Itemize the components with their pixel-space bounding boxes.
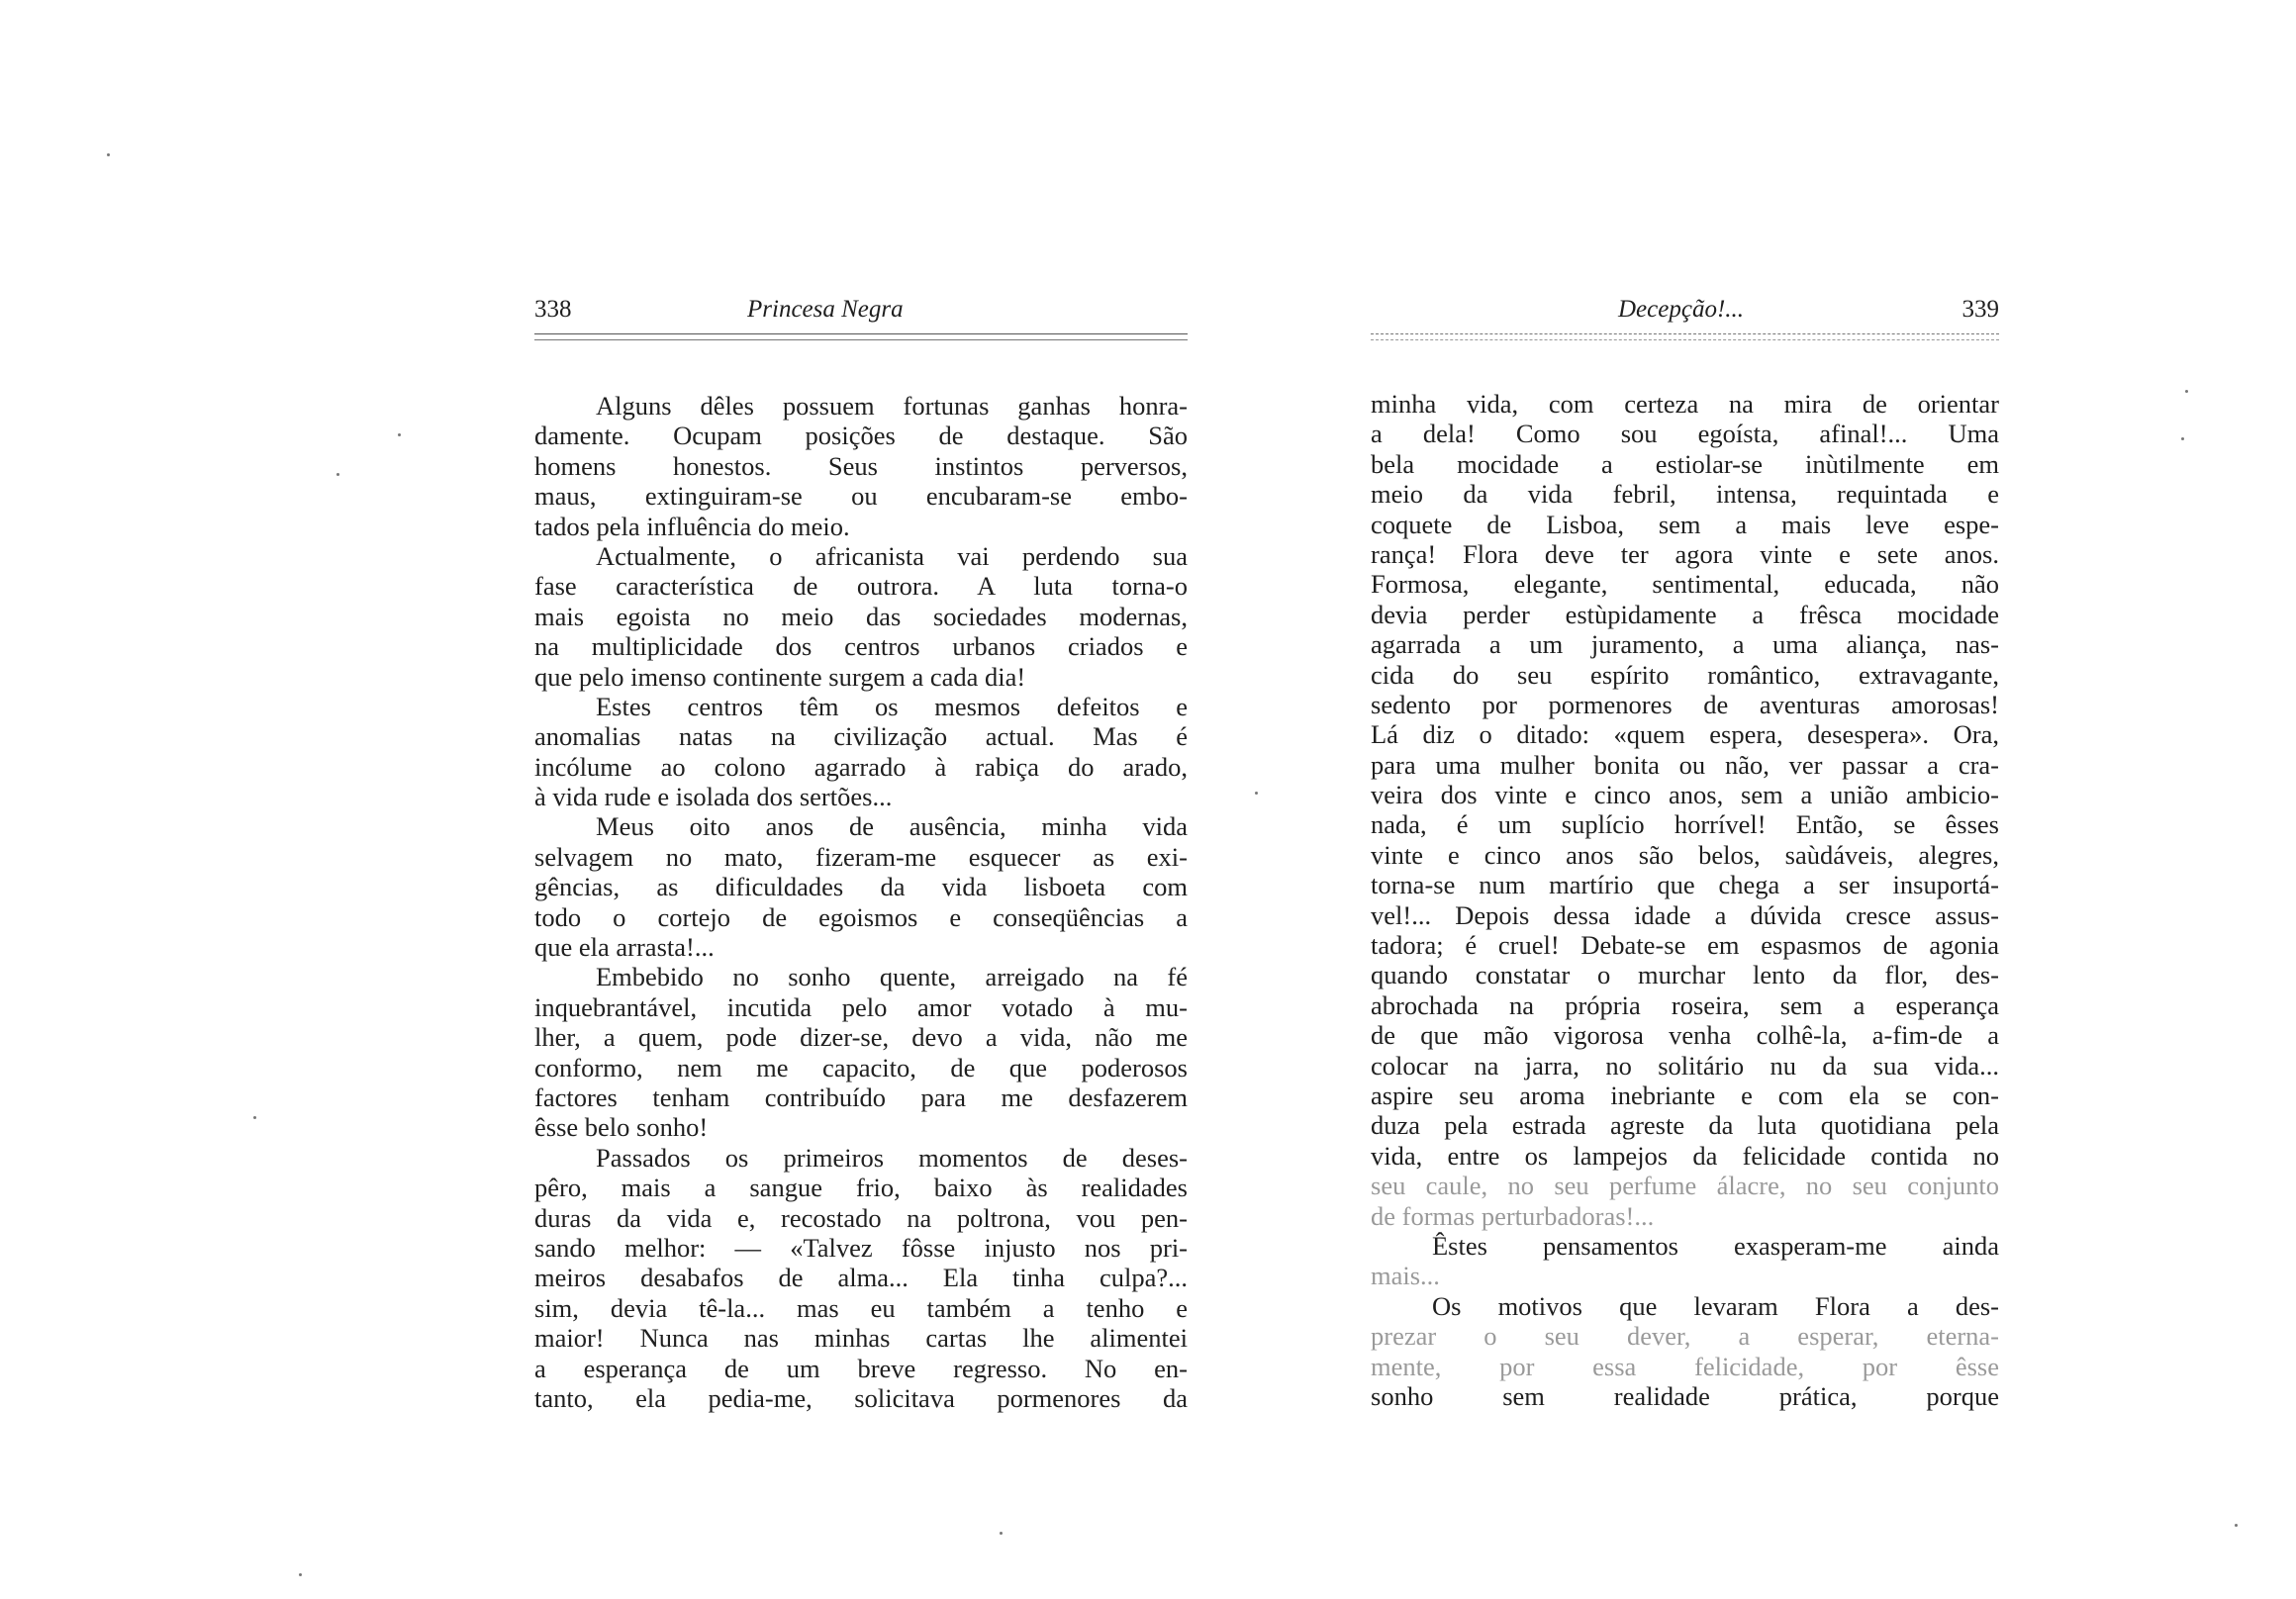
- text-line: aspire seu aroma inebriante e com ela se con-: [1371, 1080, 1999, 1110]
- text-line: agarrada a um juramento, a uma aliança, nas-: [1371, 629, 1999, 660]
- text-line: tadora; é cruel! Debate-se em espasmos de agonia: [1371, 930, 1999, 961]
- text-line: Meus oito anos de ausência, minha vida: [596, 811, 1188, 842]
- text-line: prezar o seu dever, a esperar, eterna-: [1371, 1321, 1999, 1352]
- text-line: quando constatar o murchar lento da flor, des-: [1371, 960, 1999, 990]
- text-line: duza pela estrada agreste da luta quotidiana pela: [1371, 1110, 1999, 1141]
- text-line: cida do seu espírito romântico, extravagante,: [1371, 659, 1999, 690]
- text-line: que pelo imenso continente surgem a cada dia!: [534, 661, 1026, 692]
- text-line: conformo, nem me capacito, de que poderosos: [534, 1052, 1188, 1082]
- text-line: lher, a quem, pode dizer-se, devo a vida, não me: [534, 1022, 1188, 1053]
- text-line: para uma mulher bonita ou não, ver passar a cra-: [1371, 749, 1999, 780]
- text-line: todo o cortejo de egoismos e conseqüências a: [534, 901, 1188, 932]
- right-page: [1371, 282, 1999, 1411]
- text-line: Os motivos que levaram Flora a des-: [1432, 1290, 1999, 1321]
- text-line: vida, entre os lampejos da felicidade contida no: [1371, 1140, 1999, 1171]
- text-line: mente, por essa felicidade, por êsse: [1371, 1351, 1999, 1381]
- left-running-title: Princesa Negra: [747, 296, 904, 323]
- left-body-text: [534, 391, 1188, 1413]
- text-line: sedento por pormenores de aventuras amorosas!: [1371, 689, 1999, 719]
- text-line: êsse belo sonho!: [534, 1112, 709, 1143]
- scan-speck: [398, 433, 401, 436]
- text-line: Embebido no sonho quente, arreigado na fé: [596, 962, 1188, 992]
- left-page: [534, 282, 1188, 1413]
- text-line: tados pela influência do meio.: [534, 511, 850, 541]
- text-line: abrochada na própria roseira, sem a esperança: [1371, 989, 1999, 1020]
- text-line: pêro, mais a sangue frio, baixo às realidades: [534, 1173, 1188, 1203]
- text-line: colocar na jarra, no solitário nu da sua vida...: [1371, 1050, 1999, 1081]
- right-header-rule-secondary: [1371, 339, 1999, 340]
- text-line: sonho sem realidade prática, porque: [1371, 1380, 1999, 1411]
- text-line: Lá diz o ditado: «quem espera, desespera». Ora,: [1371, 719, 1999, 750]
- text-line: tanto, ela pedia-me, solicitava pormenores da: [534, 1382, 1188, 1413]
- text-line: minha vida, com certeza na mira de orientar: [1371, 389, 1999, 419]
- text-line: Passados os primeiros momentos de deses-: [596, 1142, 1188, 1173]
- scan-speck: [299, 1573, 302, 1576]
- text-line: à vida rude e isolada dos sertões...: [534, 782, 893, 812]
- scan-speck: [107, 153, 110, 156]
- text-line: que ela arrasta!...: [534, 932, 715, 963]
- left-header-rule-secondary: [534, 339, 1188, 340]
- text-line: homens honestos. Seus instintos perversos,: [534, 450, 1188, 481]
- text-line: maior! Nunca nas minhas cartas lhe alimentei: [534, 1323, 1188, 1354]
- text-line: a esperança de um breve regresso. No en-: [534, 1353, 1188, 1383]
- text-line: mais...: [1371, 1261, 1440, 1291]
- left-page-number: 338: [534, 296, 572, 323]
- text-line: inquebrantável, incutida pelo amor votado à mu-: [534, 991, 1188, 1022]
- text-line: nada, é um suplício horrível! Então, se êsses: [1371, 809, 1999, 840]
- text-line: veira dos vinte e cinco anos, sem a união ambicio-: [1371, 780, 1999, 810]
- text-line: fase característica de outrora. A luta torna-o: [534, 571, 1188, 602]
- text-line: damente. Ocupam posições de destaque. São: [534, 421, 1188, 451]
- text-line: Estes centros têm os mesmos defeitos e: [596, 691, 1188, 721]
- text-line: mais egoista no meio das sociedades modernas,: [534, 601, 1188, 631]
- text-line: vel!... Depois dessa idade a dúvida cresce assus-: [1371, 899, 1999, 930]
- text-line: na multiplicidade dos centros urbanos criados e: [534, 631, 1188, 662]
- text-line: Êstes pensamentos exasperam-me ainda: [1432, 1230, 1999, 1261]
- text-line: gências, as dificuldades da vida lisboeta com: [534, 872, 1188, 902]
- right-running-title: Decepção!...: [1618, 296, 1745, 323]
- text-line: duras da vida e, recostado na poltrona, vou pen-: [534, 1202, 1188, 1233]
- scan-speck: [2235, 1524, 2238, 1527]
- text-line: maus, extinguiram-se ou encubaram-se embo-: [534, 481, 1188, 512]
- left-header-rule: [534, 333, 1188, 334]
- text-line: meiros desabafos de alma... Ela tinha culpa?...: [534, 1263, 1188, 1293]
- text-line: coquete de Lisboa, sem a mais leve espe-: [1371, 509, 1999, 539]
- text-line: meio da vida febril, intensa, requintada e: [1371, 479, 1999, 510]
- text-line: Actualmente, o africanista vai perdendo sua: [596, 540, 1188, 571]
- text-line: a dela! Como sou egoísta, afinal!... Uma: [1371, 419, 1999, 449]
- left-page-header: [534, 282, 1188, 322]
- text-line: de que mão vigorosa venha colhê-la, a-fim-de a: [1371, 1020, 1999, 1051]
- scan-speck: [1000, 1532, 1003, 1535]
- right-body-text: [1371, 389, 1999, 1411]
- scan-speck: [2181, 437, 2184, 440]
- text-line: anomalias natas na civilização actual. Mas é: [534, 721, 1188, 752]
- text-line: torna-se num martírio que chega a ser insuportá-: [1371, 870, 1999, 900]
- text-line: factores tenham contribuído para me desfazerem: [534, 1082, 1188, 1112]
- text-line: rança! Flora deve ter agora vinte e sete anos.: [1371, 538, 1999, 569]
- text-line: sim, devia tê-la... mas eu também a tenho e: [534, 1292, 1188, 1323]
- text-line: bela mocidade a estiolar-se inùtilmente em: [1371, 448, 1999, 479]
- text-line: devia perder estùpidamente a frêsca mocidade: [1371, 599, 1999, 629]
- text-line: selvagem no mato, fizeram-me esquecer as exi-: [534, 841, 1188, 872]
- text-line: Formosa, elegante, sentimental, educada, não: [1371, 569, 1999, 600]
- scan-speck: [336, 473, 339, 476]
- text-line: Alguns dêles possuem fortunas ganhas honra-: [596, 391, 1188, 421]
- text-line: vinte e cinco anos são belos, saùdáveis, alegres,: [1371, 839, 1999, 870]
- right-header-rule: [1371, 333, 1999, 334]
- text-line: seu caule, no seu perfume álacre, no seu conjunto: [1371, 1171, 1999, 1201]
- scan-speck: [253, 1116, 256, 1119]
- text-line: incólume ao colono agarrado à rabiça do arado,: [534, 751, 1188, 782]
- scan-speck: [2185, 390, 2188, 393]
- scan-speck: [1255, 792, 1258, 795]
- text-line: sando melhor: — «Talvez fôsse injusto nos pri-: [534, 1232, 1188, 1263]
- right-page-header: [1371, 282, 1999, 322]
- right-page-number: 339: [1961, 296, 1999, 323]
- text-line: de formas perturbadoras!...: [1371, 1200, 1655, 1231]
